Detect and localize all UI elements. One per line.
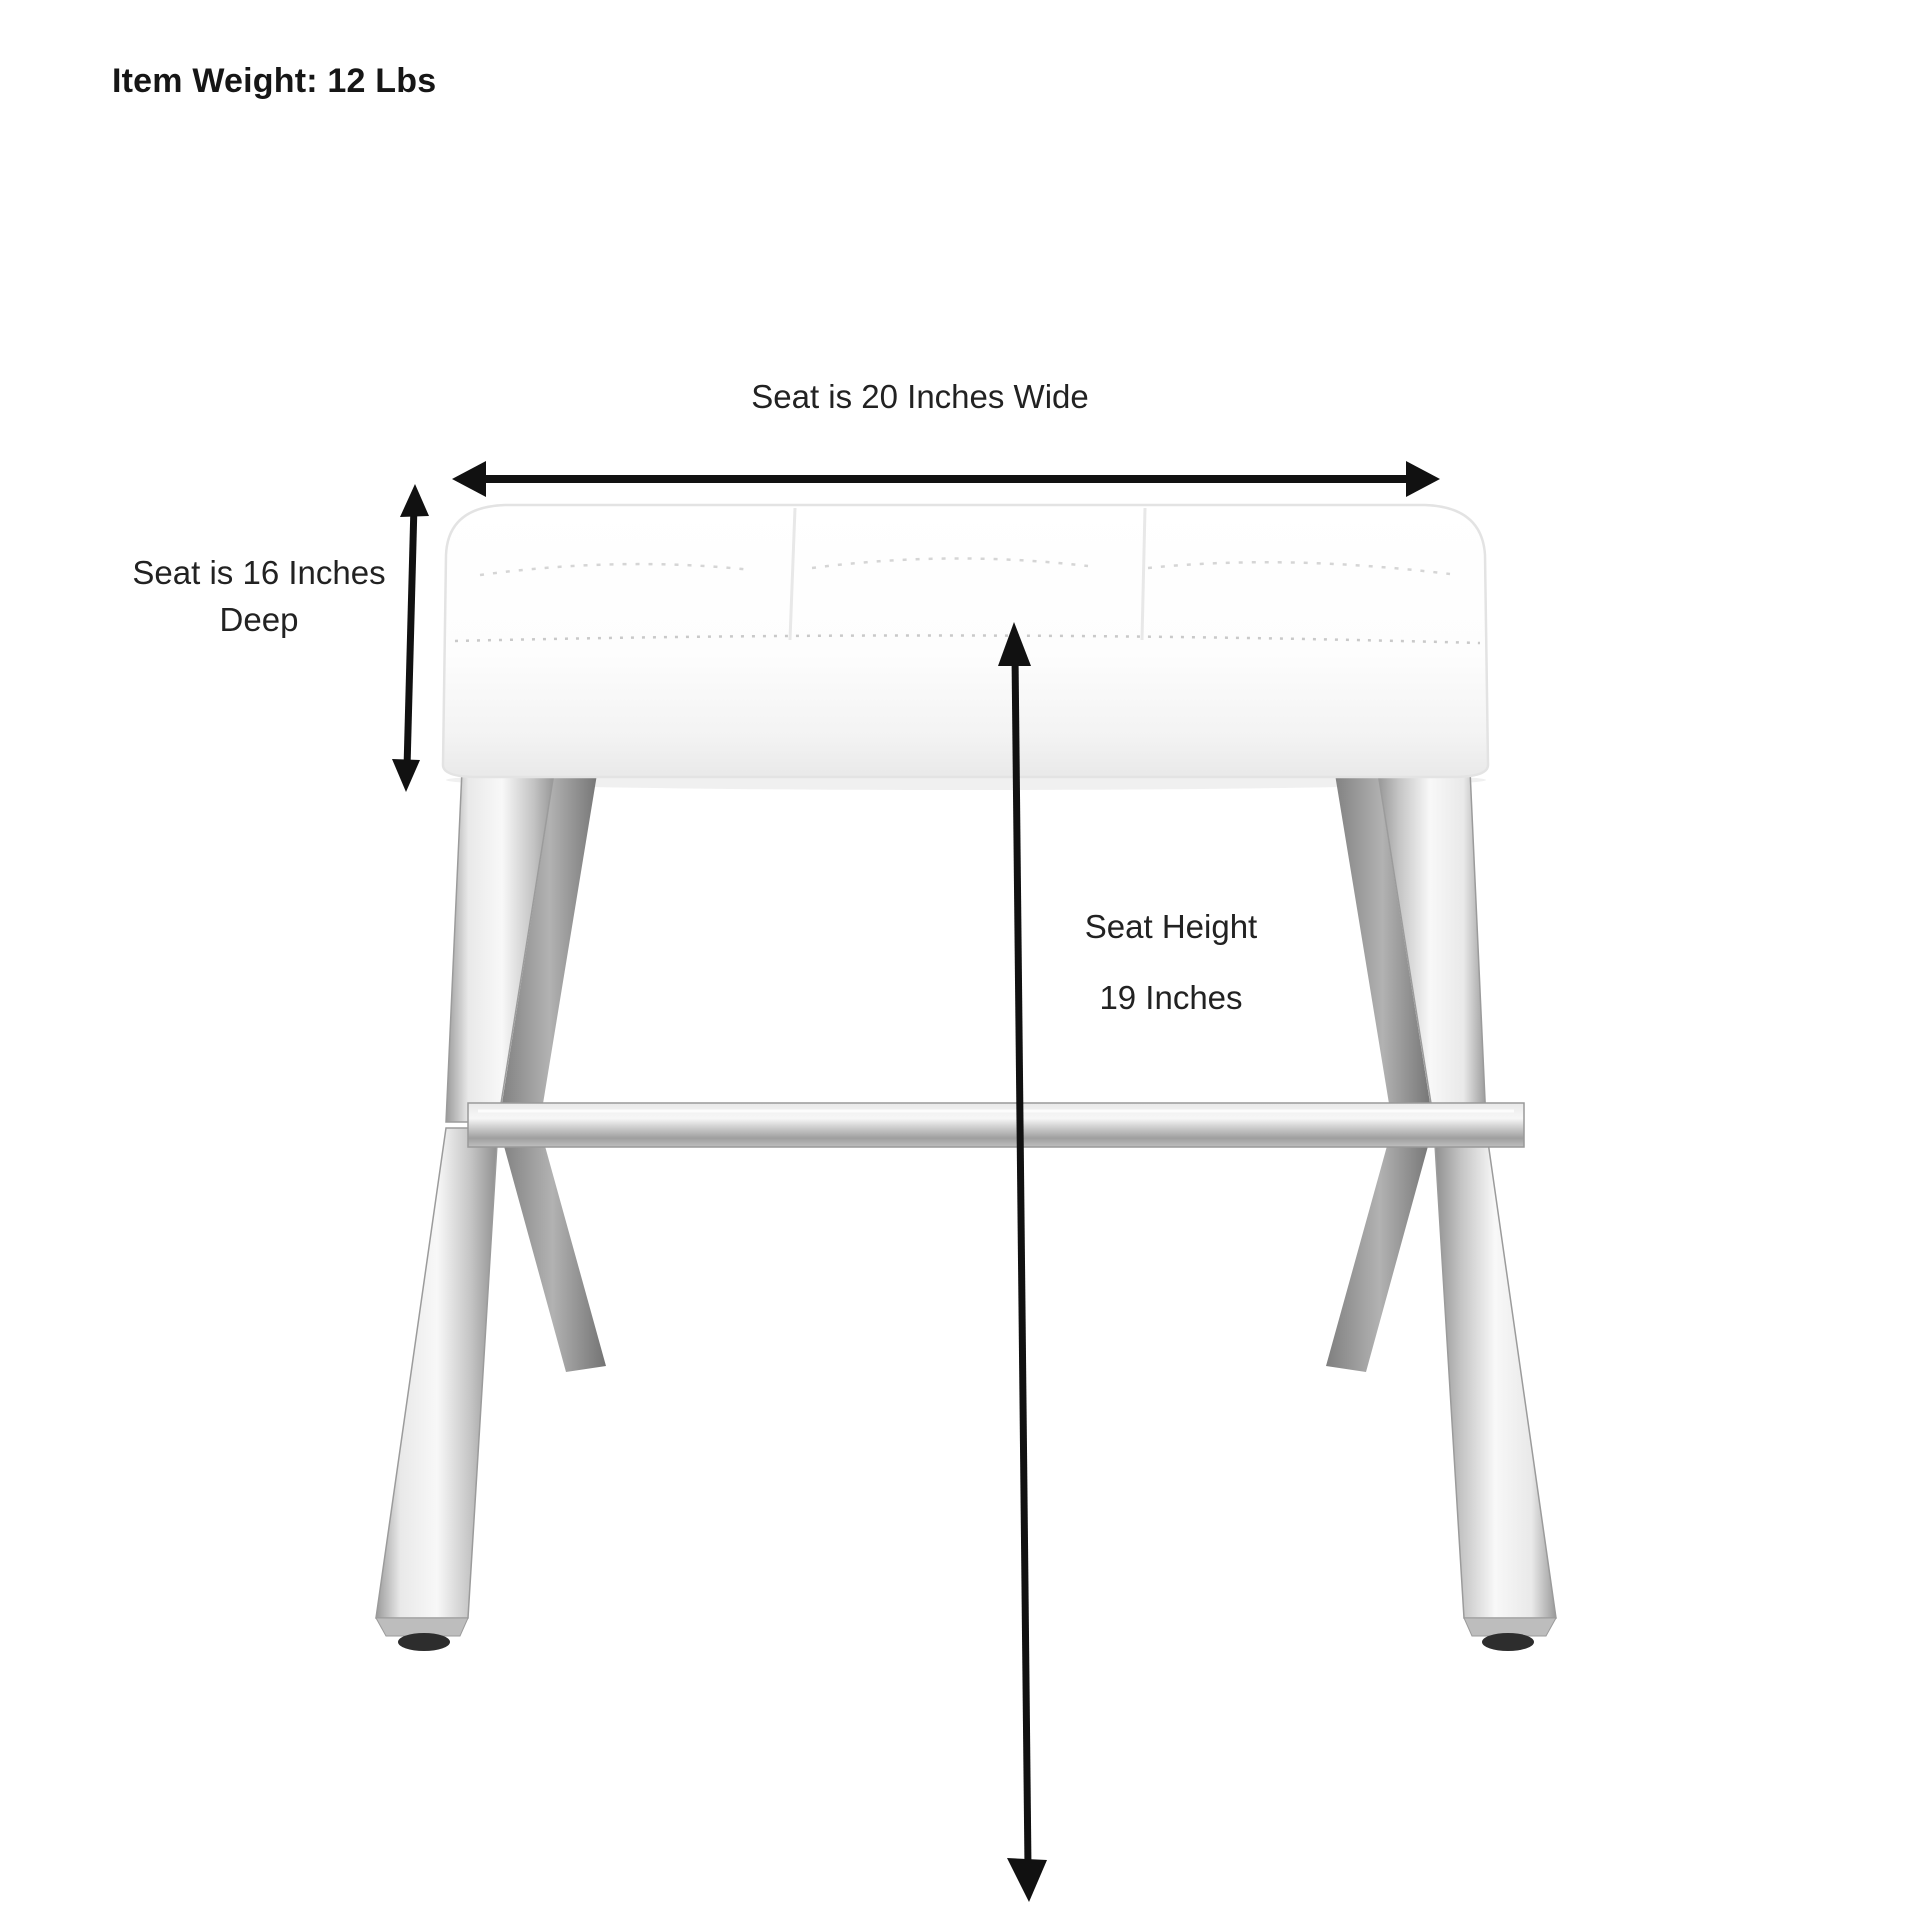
right-front-lower-leg [1434, 1128, 1556, 1618]
item-weight-label: Item Weight: 12 Lbs [112, 62, 437, 100]
seat-depth-label [109, 549, 409, 643]
seat-depth-label-line1: Seat is 16 Inches [132, 554, 386, 591]
right-rear-lower-leg [1326, 1128, 1433, 1372]
seat-cushion [443, 505, 1488, 777]
seat-width-label: Seat is 20 Inches Wide [751, 378, 1089, 415]
left-front-lower-leg [376, 1128, 498, 1618]
stretcher-bar [468, 1103, 1524, 1147]
cushion-body [443, 505, 1488, 777]
right-leg-frame [1326, 748, 1556, 1651]
seat-height-arrow [998, 622, 1047, 1902]
left-rear-lower-leg [499, 1128, 606, 1372]
seat-height-label-line1: Seat Height [1084, 908, 1258, 945]
right-foot-pad [1482, 1633, 1534, 1651]
left-foot-pad [398, 1633, 450, 1651]
seat-height-label-line2: 19 Inches [1099, 979, 1243, 1016]
seat-depth-label-line2: Deep [219, 601, 299, 638]
seat-height-label [1045, 908, 1297, 1017]
left-leg-frame [376, 748, 606, 1651]
seat-width-arrow [452, 461, 1440, 497]
